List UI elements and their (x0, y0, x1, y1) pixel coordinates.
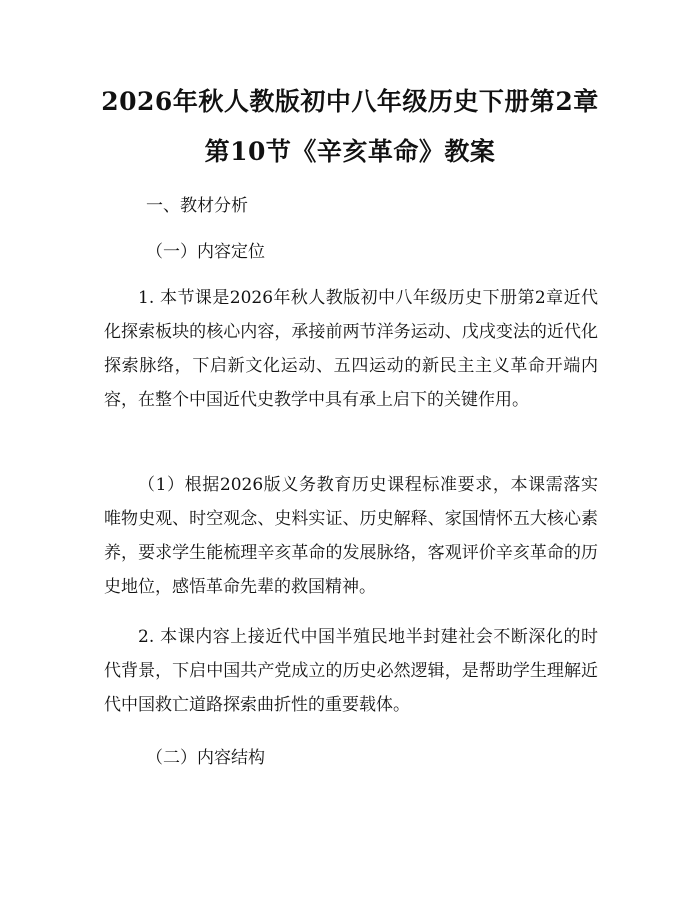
section-heading-textbook-analysis: 一、教材分析 (146, 196, 248, 216)
paragraph-1: 1. 本节课是2026年秋人教版初中八年级历史下册第2章近代化探索板块的核心内容，承接前两节洋务运动、戊戌变法的近代化探索脉络，下启新文化运动、五四运动的新民主主义革命开端内容，在整个中国近代史教学中具有承上启下的关键作用。 (104, 288, 598, 410)
paragraph-3: 2. 本课内容上接近代中国半殖民地半封建社会不断深化的时代背景，下启中国共产党成立的历史必然逻辑，是帮助学生理解近代中国救亡道路探索曲折性的重要载体。 (104, 627, 598, 715)
subsection-heading-content-positioning: （一）内容定位 (146, 242, 265, 262)
paragraph-2: （1）根据2026版义务教育历史课程标准要求，本课需落实唯物史观、时空观念、史料实证、历史解释、家国情怀五大核心素养，要求学生能梳理辛亥革命的发展脉络，客观评价辛亥革命的历史地位，感悟革命先辈的救国精神。 (104, 475, 598, 597)
document-title-line-2: 第10节《辛亥革命》教案 (204, 137, 496, 166)
subsection-heading-content-structure: （二）内容结构 (146, 748, 265, 768)
document-title-line-1: 2026年秋人教版初中八年级历史下册第2章 (101, 87, 599, 116)
